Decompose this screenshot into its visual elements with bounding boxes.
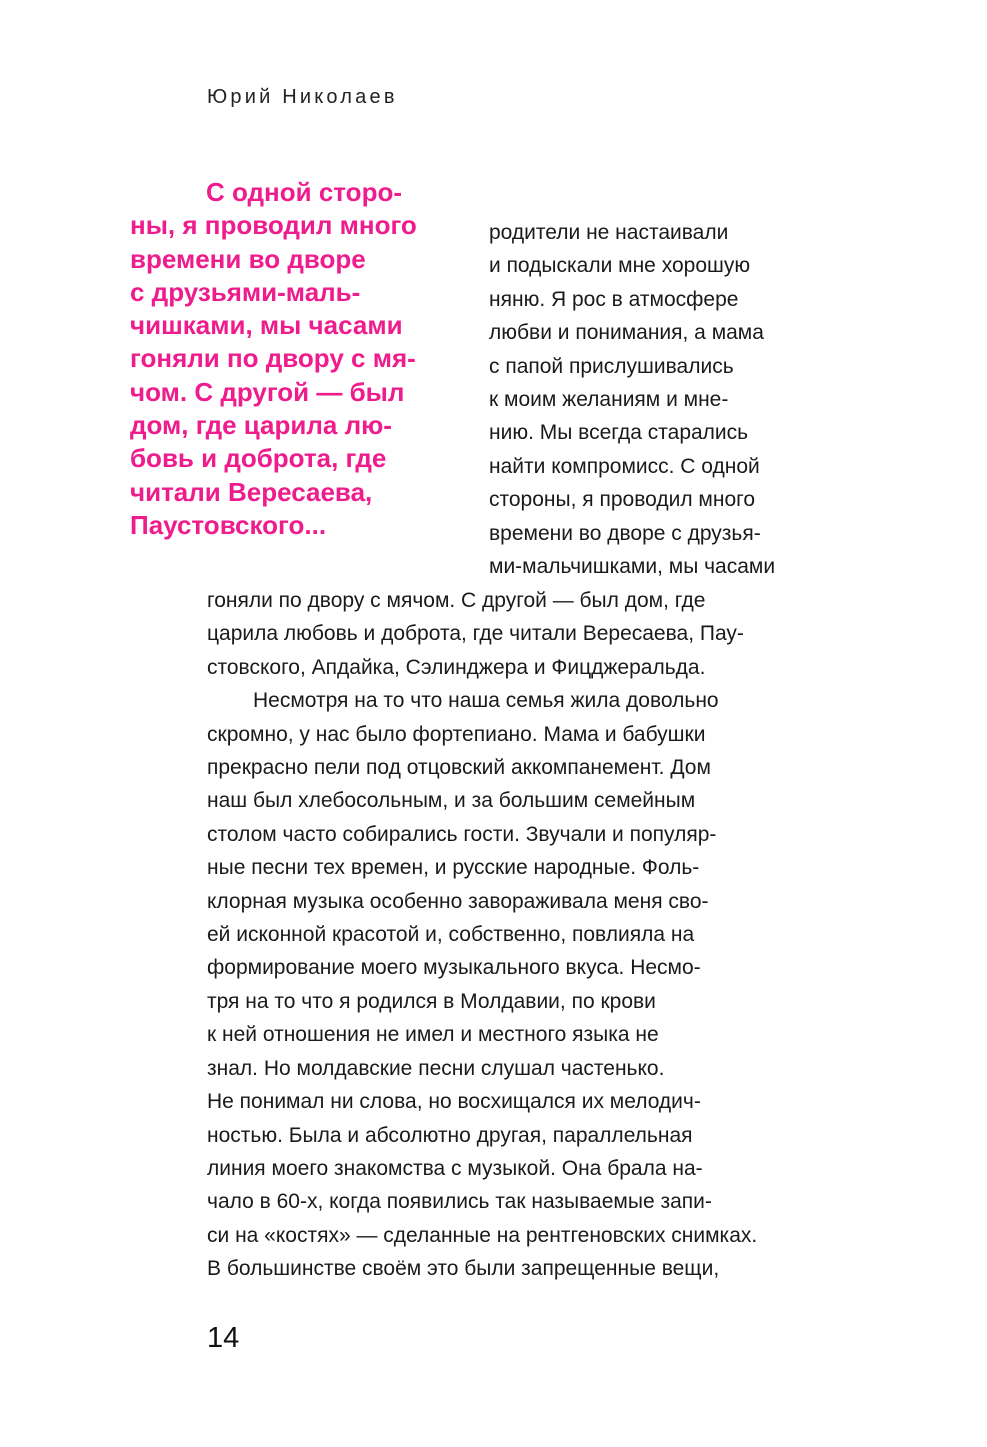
body-line: нию. Мы всегда старались (489, 421, 749, 445)
pull-quote-line: бовь и доброта, где (130, 443, 387, 474)
body-line: найти компромисс. С одной (489, 454, 760, 478)
body-line: стовского, Апдайка, Сэлинджера и Фицджеральда. (207, 655, 706, 679)
body-line: клорная музыка особенно завораживала меня сво- (207, 889, 709, 913)
body-line: ми-мальчишками, мы часами (489, 555, 776, 579)
body-line: прекрасно пели под отцовский аккомпанемент. Дом (207, 756, 711, 780)
body-text-full-width (207, 584, 837, 1286)
body-line: к моим желаниям и мне- (489, 388, 729, 412)
pull-quote-line: ны, я проводил много (130, 210, 417, 241)
body-line: с папой прислушивались (489, 354, 734, 378)
pull-quote-line: чишками, мы часами (130, 310, 403, 341)
running-head-author: Юрий Николаев (207, 86, 398, 108)
body-line: наш был хлебосольным, и за большим семейным (207, 789, 696, 813)
page-number: 14 (207, 1322, 240, 1354)
body-text-column (489, 216, 834, 583)
body-line: царила любовь и доброта, где читали Вересаева, Пау- (207, 622, 744, 646)
body-line: к ней отношения не имел и местного языка не (207, 1023, 659, 1047)
pull-quote (130, 176, 475, 542)
body-line: В большинстве своём это были запрещенные вещи, (207, 1257, 720, 1281)
body-line: чало в 60-х, когда появились так называемые запи- (207, 1190, 712, 1214)
pull-quote-line: Паустовского... (130, 509, 327, 540)
body-line: любви и понимания, а мама (489, 321, 764, 345)
body-line: ностью. Была и абсолютно другая, параллельная (207, 1123, 693, 1147)
pull-quote-line: дом, где царила лю- (130, 410, 392, 441)
body-line: столом часто собирались гости. Звучали и популяр- (207, 822, 717, 846)
body-line: ей исконной красотой и, собственно, повлияла на (207, 923, 695, 947)
pull-quote-line: С одной сторо- (206, 177, 402, 207)
body-line: стороны, я проводил много (489, 488, 756, 512)
body-line: гоняли по двору с мячом. С другой — был дом, где (207, 589, 706, 612)
pull-quote-line: читали Вересаева, (130, 476, 373, 507)
pull-quote-line: времени во дворе (130, 243, 366, 274)
pull-quote-line: гоняли по двору с мя- (130, 343, 416, 374)
body-line: скромно, у нас было фортепиано. Мама и бабушки (207, 722, 706, 746)
body-line: няню. Я рос в атмосфере (489, 287, 739, 311)
body-line: линия моего знакомства с музыкой. Она брала на- (207, 1156, 703, 1180)
body-line: си на «костях» — сделанные на рентгеновских снимках. (207, 1223, 758, 1247)
body-line: ные песни тех времен, и русские народные. Фоль- (207, 856, 700, 880)
body-line: и подыскали мне хорошую (489, 254, 751, 278)
body-line: родители не настаивали (489, 221, 729, 244)
body-line: времени во дворе с друзья- (489, 521, 761, 545)
body-line: знал. Но молдавские песни слушал частенько. (207, 1056, 665, 1080)
body-line: формирование моего музыкального вкуса. Несмо- (207, 956, 701, 980)
pull-quote-line: чом. С другой — был (130, 376, 405, 407)
pull-quote-line: с друзьями-маль- (130, 276, 361, 307)
body-line: Не понимал ни слова, но восхищался их мелодич- (207, 1090, 701, 1114)
body-line: тря на то что я родился в Молдавии, по крови (207, 989, 656, 1013)
paragraph-first-line: Несмотря на то что наша семья жила довольно (253, 689, 719, 713)
